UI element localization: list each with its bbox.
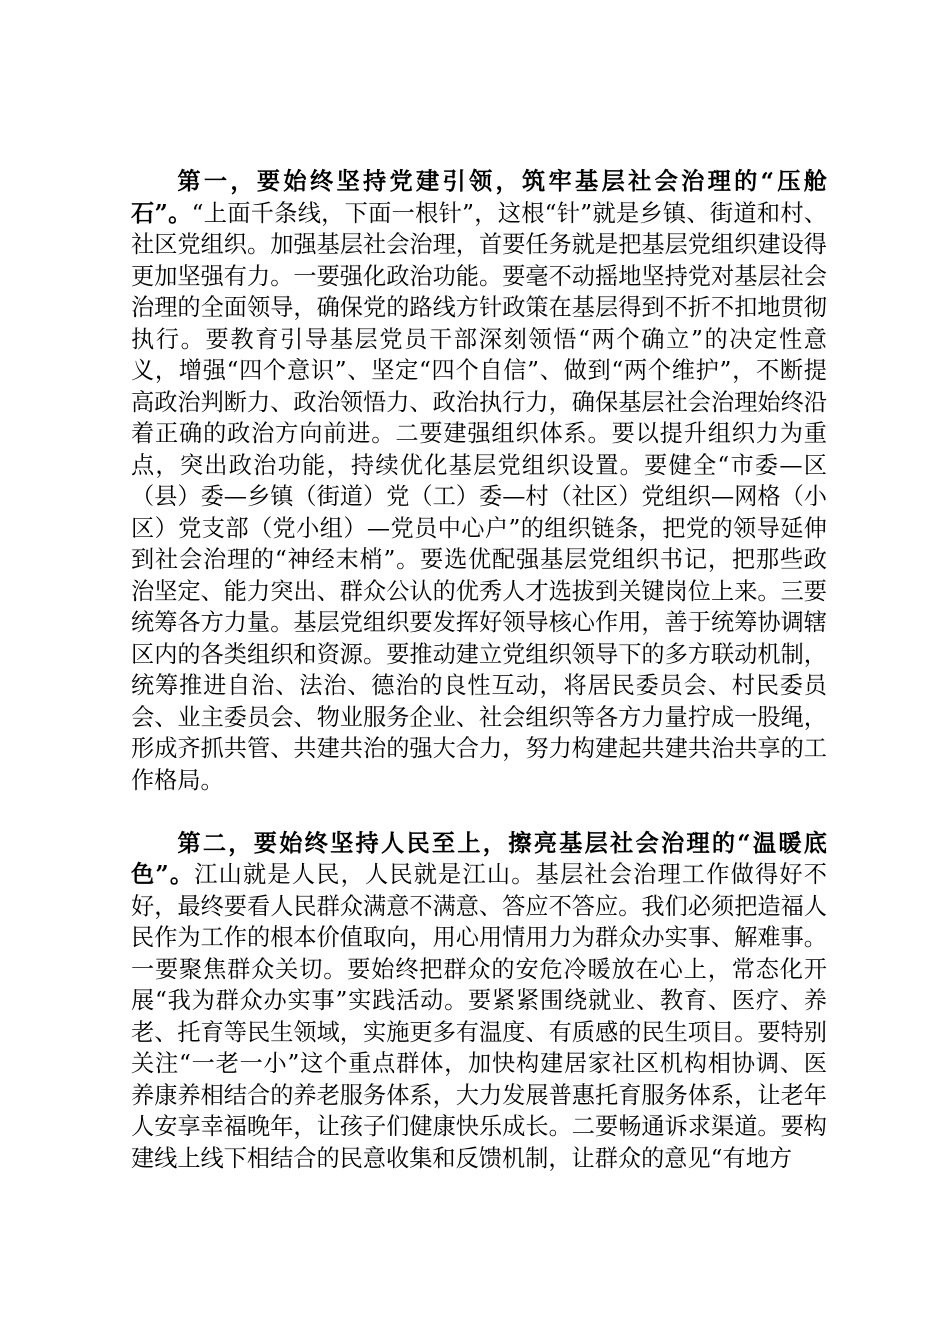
- paragraph-second: [131, 828, 827, 1175]
- paragraph-second-lead: 第二，要始终坚持人民至上，擦亮基层社会治理的“温暖底色”。: [131, 829, 827, 888]
- paragraph-first-lead: 第一，要始终坚持党建引领，筑牢基层社会治理的“压舱石”。: [131, 168, 827, 227]
- paragraph-first: [131, 166, 827, 796]
- document-body: [131, 166, 827, 1174]
- paragraph-second-body: 江山就是人民，人民就是江山。基层社会治理工作做得好不好，最终要看人民群众满意不满意、答应不答应。我们必须把造福人民作为工作的根本价值取向，用心用情用力为群众办实事、解难事。一要聚焦群众关切。要始终把群众的安危冷暖放在心上，常态化开展“我为群众办实事”实践活动。要紧紧围绕就业、教育、医疗、养老、托育等民生领域，实施更多有温度、有质感的民生项目。要特别关注“一老一小”这个重点群体，加快构建居家社区机构相协调、医养康养相结合的养老服务体系，大力发展普惠托育服务体系，让老年人安享幸福晚年，让孩子们健康快乐成长。二要畅通诉求渠道。要构建线上线下相结合的民意收集和反馈机制，让群众的意见“有地方: [131, 861, 827, 1172]
- paragraph-first-body: “上面千条线，下面一根针”，这根“针”就是乡镇、街道和村、社区党组织。加强基层社会治理，首要任务就是把基层党组织建设得更加坚强有力。一要强化政治功能。要毫不动摇地坚持党对基层社会治理的全面领导，确保党的路线方针政策在基层得到不折不扣地贯彻执行。要教育引导基层党员干部深刻领悟“两个确立”的决定性意义，增强“四个意识”、坚定“四个自信”、做到“两个维护”，不断提高政治判断力、政治领悟力、政治执行力，确保基层社会治理始终沿着正确的政治方向前进。二要建强组织体系。要以提升组织力为重点，突出政治功能，持续优化基层党组织设置。要健全“市委—区（县）委—乡镇（街道）党（工）委—村（社区）党组织—网格（小区）党支部（党小组）—党员中心户”的组织链条，把党的领导延伸到社会治理的“神经末梢”。要选优配强基层党组织书记，把那些政治坚定、能力突出、群众公认的优秀人才选拔到关键岗位上来。三要统筹各方力量。基层党组织要发挥好领导核心作用，善于统筹协调辖区内的各类组织和资源。要推动建立党组织领导下的多方联动机制，统筹推进自治、法治、德治的良性互动，将居民委员会、村民委员会、业主委员会、物业服务企业、社会组织等各方力量拧成一股绳，形成齐抓共管、共建共治的强大合力，努力构建起共建共治共享的工作格局。: [131, 199, 827, 794]
